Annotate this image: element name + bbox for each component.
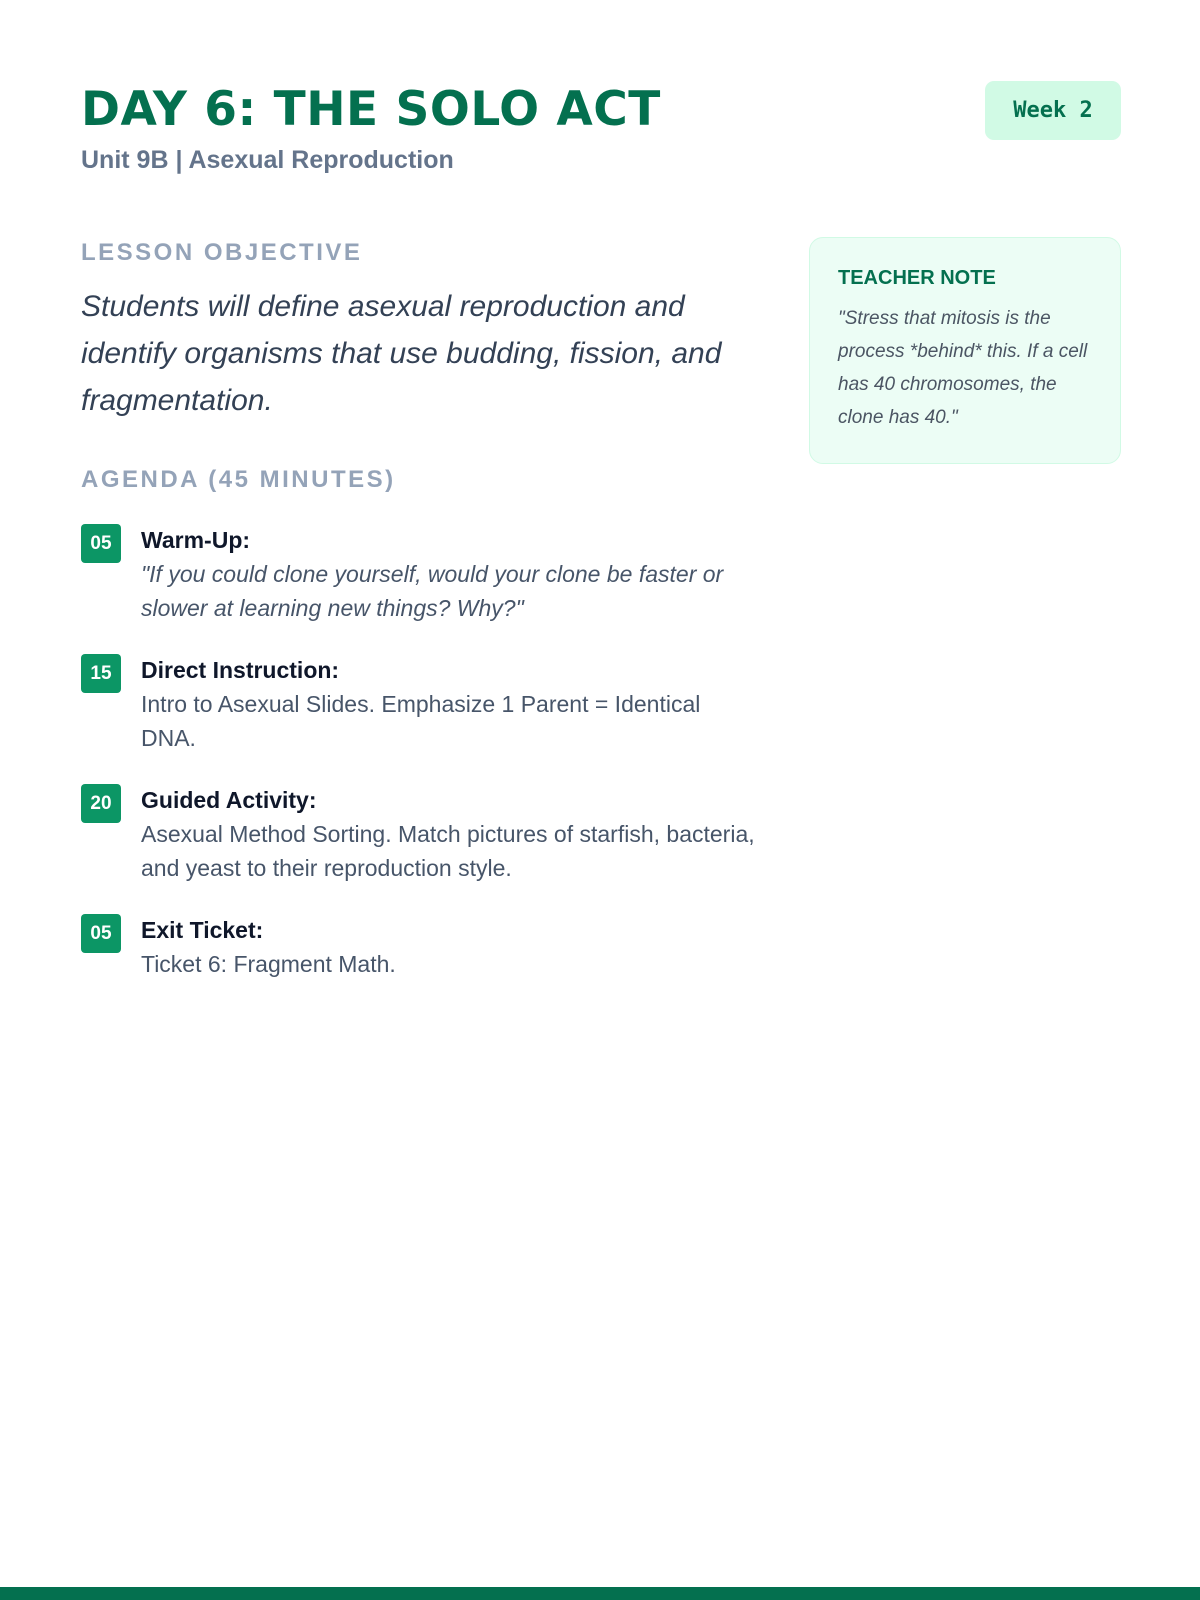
agenda-item-title: Exit Ticket: [141, 917, 264, 943]
minutes-badge: 15 [81, 654, 121, 693]
agenda-item-warm-up [81, 523, 761, 625]
agenda-item-guided-activity [81, 783, 761, 885]
agenda-item-title: Warm-Up: [141, 527, 251, 553]
agenda-list [81, 523, 761, 1009]
minutes-badge: 20 [81, 784, 121, 823]
agenda-item-title: Direct Instruction: [141, 657, 340, 683]
minutes-badge: 05 [81, 524, 121, 563]
agenda-item-exit-ticket [81, 913, 761, 981]
agenda-item-direct-instruction [81, 653, 761, 755]
week-badge: Week 2 [985, 81, 1121, 140]
agenda-item-description: Asexual Method Sorting. Match pictures of starfish, bacteria, and yeast to their reproduction style. [141, 821, 755, 881]
minutes-badge: 05 [81, 914, 121, 953]
agenda-item-description: Ticket 6: Fragment Math. [141, 951, 396, 977]
agenda-label: AGENDA (45 MINUTES) [81, 466, 396, 493]
page-subtitle: Unit 9B | Asexual Reproduction [81, 146, 454, 174]
agenda-item-title: Guided Activity: [141, 787, 317, 813]
agenda-item-description: Intro to Asexual Slides. Emphasize 1 Parent = Identical DNA. [141, 691, 701, 751]
page-header [81, 82, 1121, 192]
page-title: DAY 6: THE SOLO ACT [81, 82, 661, 137]
lesson-objective-text: Students will define asexual reproduction and identify organisms that use budding, fission, and fragmentation. [81, 290, 722, 417]
agenda-item-description: "If you could clone yourself, would your clone be faster or slower at learning new things? Why?" [141, 561, 724, 621]
footer-accent-bar [0, 1587, 1200, 1600]
teacher-note-card [809, 237, 1121, 464]
teacher-note-text: "Stress that mitosis is the process *behind* this. If a cell has 40 chromosomes, the clone has 40." [838, 308, 1088, 428]
lesson-objective-label: LESSON OBJECTIVE [81, 239, 363, 266]
teacher-note-title: TEACHER NOTE [838, 267, 996, 289]
